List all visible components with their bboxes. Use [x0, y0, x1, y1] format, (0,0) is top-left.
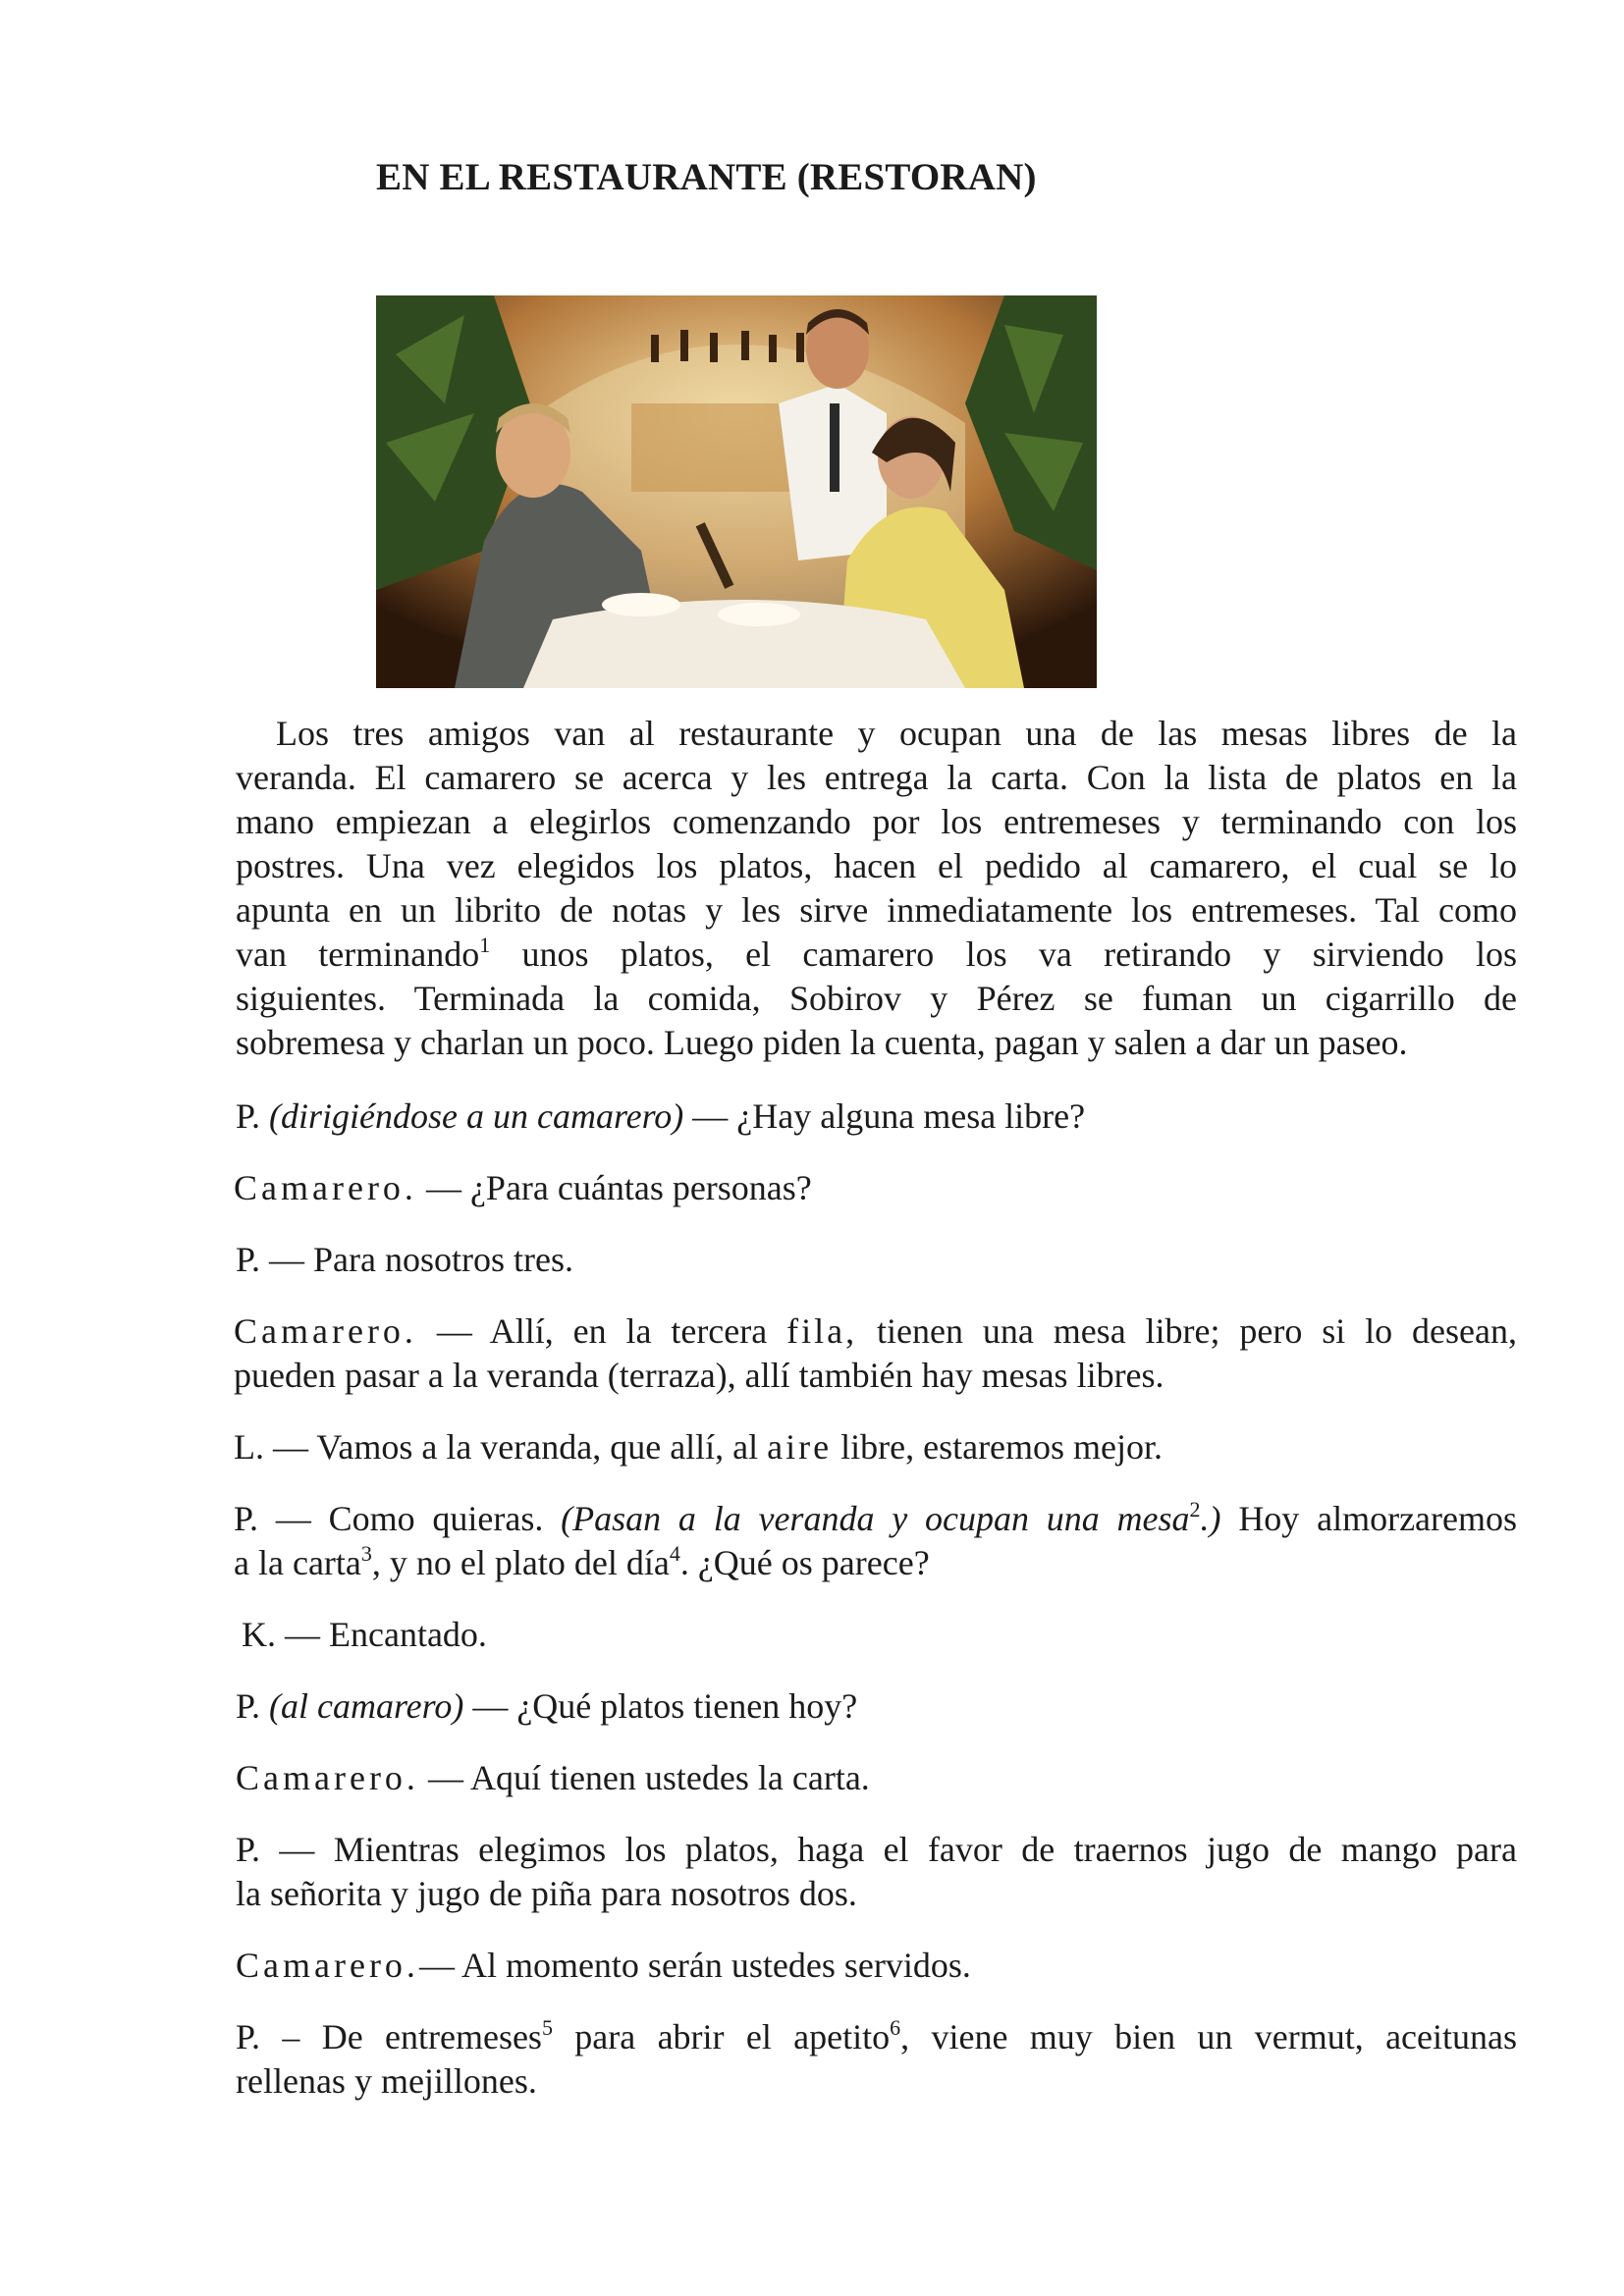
dialogue-text: , y no el plato del día: [371, 1543, 670, 1582]
intro-text: unos platos, el camarero los va retirando y sirviendo los: [490, 934, 1517, 974]
stage-direction: (Pasan a la veranda y ocupan una mesa: [561, 1499, 1190, 1538]
dialogue-text: libre, estaremos mejor.: [832, 1427, 1164, 1467]
dialogue-line: [236, 1095, 1517, 1139]
dialogue-text: — ¿Hay alguna mesa libre?: [683, 1096, 1086, 1136]
intro-line: Los tres amigos van al restaurante y ocupan una de las mesas libres de la: [276, 714, 1517, 753]
footnote-ref: 2: [1189, 1497, 1201, 1522]
dialogue-text: — ¿Qué platos tienen hoy?: [463, 1686, 858, 1726]
dialogue-line: [236, 1756, 1517, 1800]
intro-paragraph: [236, 712, 1517, 1065]
page-title: EN EL RESTAURANTE (RESTORAN): [376, 156, 1037, 198]
intro-line: veranda. El camarero se acerca y les entrega la carta. Con la lista de platos en la: [236, 758, 1517, 797]
dialogue-line: rellenas y mejillones.: [236, 2061, 537, 2101]
dialogue-line: P. — Mientras elegimos los platos, haga el favor de traernos jugo de mango para: [236, 1830, 1517, 1869]
dialogue-line: [234, 1309, 1517, 1354]
intro-line: [236, 933, 1517, 977]
dialogue-block: [234, 1497, 1517, 1585]
dialogue-line: la señorita y jugo de piña para nosotros dos.: [236, 1874, 857, 1913]
dialogue-text: para abrir el apetito: [552, 2017, 891, 2056]
dialogue-line: K. — Encantado.: [242, 1615, 487, 1654]
speaker: Camarero.: [234, 1168, 417, 1207]
intro-line: apunta en un librito de notas y les sirve inmediatamente los entremeses. Tal como: [236, 890, 1517, 930]
intro-text: van terminando: [236, 934, 480, 974]
dialogue-text: L. — Vamos a la veranda, que allí, al: [234, 1427, 768, 1467]
dialogue-text: , viene muy bien un vermut, aceitunas: [900, 2017, 1517, 2056]
dialogue-text: . ¿Qué os parece?: [679, 1543, 930, 1582]
dialogue-line: P. — Para nosotros tres.: [236, 1240, 573, 1279]
footnote-ref: 3: [360, 1541, 372, 1566]
restaurant-photo: [376, 295, 1097, 688]
dialogue-text: a la carta: [234, 1543, 361, 1582]
dialogue-text: P. — Como quieras.: [234, 1499, 562, 1538]
dialogue-text: — Allí, en la tercera: [416, 1311, 787, 1351]
dialogue-text: — ¿Para cuántas personas?: [416, 1168, 812, 1207]
dialogue-text: Hoy almorzaremos: [1220, 1499, 1518, 1538]
stage-direction: (dirigiéndose a un camarero): [269, 1096, 684, 1136]
dialogue-block: [236, 2015, 1517, 2104]
intro-line: sobremesa y charlan un poco. Luego piden la cuenta, pagan y salen a dar un paseo.: [236, 1023, 1408, 1062]
footnote-ref: 6: [890, 2015, 901, 2040]
dialogue-block: [236, 1828, 1517, 1916]
dialogue-line: [236, 2015, 1517, 2059]
speaker: Camarero.: [236, 1946, 419, 1985]
speaker: Camarero.: [234, 1311, 417, 1351]
dialogue-line: [234, 1541, 1517, 1585]
dialogue-line: pueden pasar a la veranda (terraza), allí también hay mesas libres.: [234, 1356, 1164, 1395]
dialogue-text: tienen una mesa libre; pero si lo desean,: [857, 1311, 1517, 1351]
stage-direction: (al camarero): [269, 1686, 464, 1726]
speaker: Camarero.: [236, 1758, 419, 1797]
intro-line: mano empiezan a elegirlos comenzando por los entremeses y terminando con los: [236, 802, 1517, 841]
stage-direction: .): [1200, 1499, 1221, 1538]
speaker: P.: [236, 1686, 261, 1726]
spaced-word: fila,: [786, 1311, 858, 1351]
intro-line: postres. Una vez elegidos los platos, hacen el pedido al camarero, el cual se lo: [236, 846, 1517, 885]
dialogue-line: [234, 1425, 1515, 1469]
speaker: P.: [236, 1096, 261, 1136]
spaced-word: aire: [767, 1427, 833, 1467]
dialogue-text: — Al momento serán ustedes servidos.: [418, 1946, 971, 1985]
dialogue-line: [236, 1944, 1517, 1988]
dialogue-line: [234, 1497, 1517, 1541]
footnote-ref: 1: [479, 933, 491, 957]
dialogue-line: [236, 1684, 1517, 1729]
intro-line: siguientes. Terminada la comida, Sobirov y Pérez se fuman un cigarrillo de: [236, 979, 1517, 1018]
footnote-ref: 4: [669, 1541, 680, 1566]
dialogue-line: [234, 1166, 1515, 1210]
dialogue-text: P. – De entremeses: [236, 2017, 542, 2056]
dialogue-text: — Aquí tienen ustedes la carta.: [418, 1758, 870, 1797]
footnote-ref: 5: [541, 2015, 553, 2040]
dialogue-block: [234, 1309, 1517, 1398]
